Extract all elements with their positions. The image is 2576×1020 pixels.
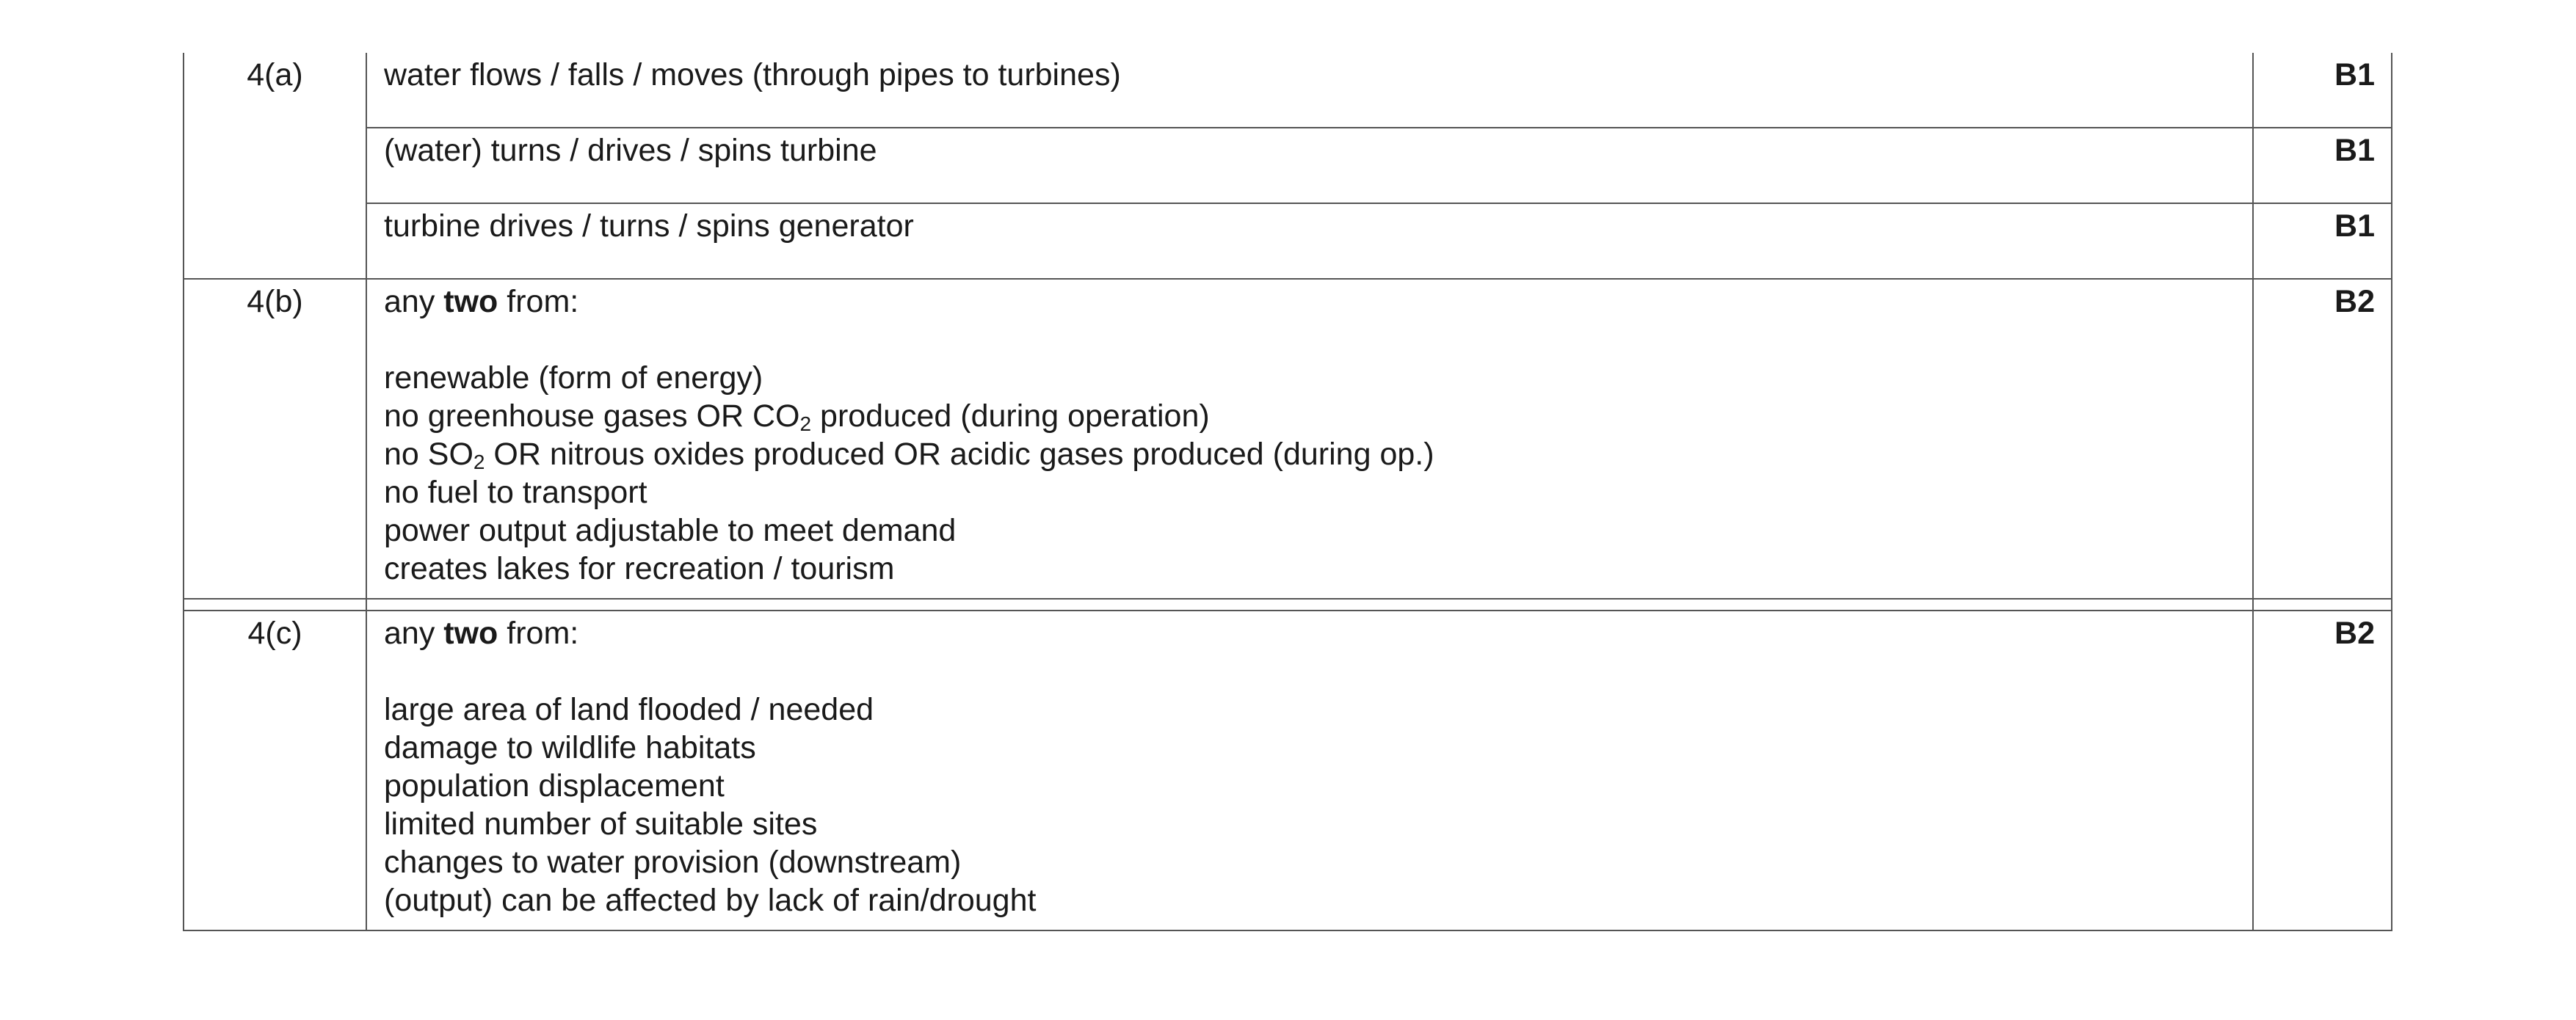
table-row — [184, 611, 2392, 930]
answer-option — [384, 397, 2252, 435]
table-row — [184, 279, 2392, 599]
question-number: 4(c) — [184, 611, 366, 930]
mark-value: B2 — [2253, 279, 2392, 599]
answer-option: limited number of suitable sites — [384, 806, 818, 842]
intro-pre: any — [384, 616, 444, 651]
answer-intro — [384, 283, 2252, 321]
table-row — [184, 53, 2392, 128]
intro-post: from: — [498, 616, 579, 651]
answer-option: renewable (form of energy) — [384, 360, 763, 396]
answer-option: large area of land flooded / needed — [384, 692, 874, 727]
option-text: no SO — [384, 437, 474, 472]
intro-post: from: — [498, 284, 579, 319]
answer-option: creates lakes for recreation / tourism — [384, 551, 895, 586]
table-separator — [184, 599, 2392, 611]
option-text: produced (during operation) — [811, 398, 1210, 434]
intro-pre: any — [384, 284, 444, 319]
mark-value: B1 — [2253, 53, 2392, 128]
answer-option: (output) can be affected by lack of rain/drought — [384, 883, 1037, 918]
answer-option: power output adjustable to meet demand — [384, 513, 957, 548]
question-number: 4(b) — [184, 279, 366, 599]
mark-value: B1 — [2253, 203, 2392, 279]
answer-text — [366, 279, 2253, 599]
answer-option: no fuel to transport — [384, 475, 647, 510]
answer-intro — [384, 614, 2252, 652]
answer-option — [384, 435, 2252, 473]
table-row — [184, 128, 2392, 203]
option-text: no greenhouse gases OR CO — [384, 398, 800, 434]
answer-text: water flows / falls / moves (through pipes to turbines) — [366, 53, 2253, 128]
answer-option: changes to water provision (downstream) — [384, 845, 962, 880]
option-text: OR nitrous oxides produced OR acidic gases produced (during op.) — [485, 437, 1434, 472]
answer-text — [366, 611, 2253, 930]
subscript: 2 — [473, 451, 485, 473]
question-number: 4(a) — [184, 53, 366, 279]
answer-text: turbine drives / turns / spins generator — [366, 203, 2253, 279]
table-row — [184, 203, 2392, 279]
intro-bold: two — [443, 284, 498, 319]
subscript: 2 — [799, 412, 812, 435]
mark-scheme-table — [183, 53, 2392, 931]
mark-value: B1 — [2253, 128, 2392, 203]
answer-text: (water) turns / drives / spins turbine — [366, 128, 2253, 203]
answer-option: population displacement — [384, 768, 725, 804]
mark-value: B2 — [2253, 611, 2392, 930]
answer-option: damage to wildlife habitats — [384, 730, 756, 765]
intro-bold: two — [443, 616, 498, 651]
